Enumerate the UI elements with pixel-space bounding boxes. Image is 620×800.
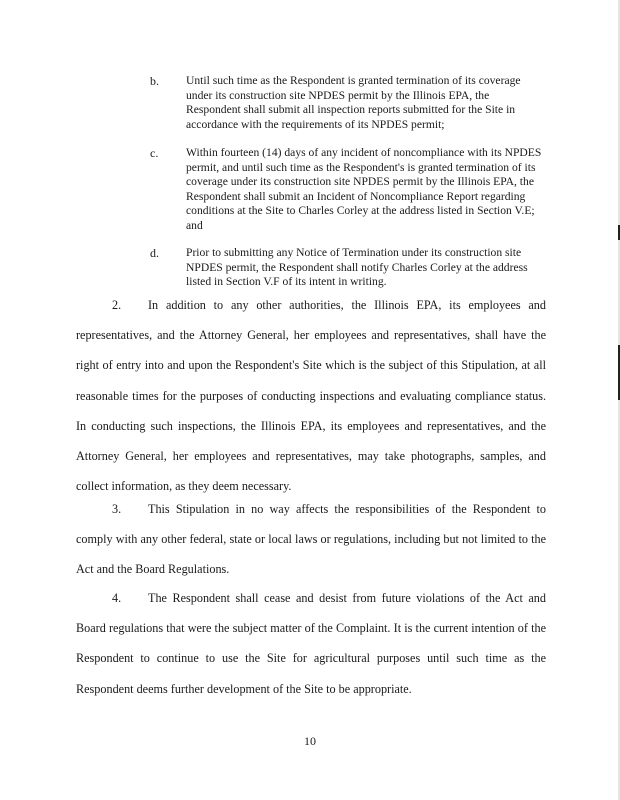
paragraph-text: The Respondent shall cease and desist from future violations of the Act and Board regulations that were the subject matter of the Complaint. It is the current intention of the Respondent to continue to use the Site for agricultural purposes until such time as the Respondent deems further development of the Site to be appropriate. — [76, 591, 546, 696]
sub-item-marker: c. — [150, 146, 159, 160]
paragraph-2 — [76, 290, 546, 501]
paragraph-number: 4. — [112, 591, 122, 605]
sub-item-text: Prior to submitting any Notice of Termination under its construction site NPDES permit, the Respondent shall notify Charles Corley at the address listed in Section V.F of its intent in writing. — [186, 246, 528, 289]
paragraph-number: 2. — [112, 298, 122, 312]
paragraph-4 — [76, 583, 546, 704]
sub-item-text: Within fourteen (14) days of any incident of noncompliance with its NPDES permit, and until such time as the Respondent's is granted termination of its coverage under its construction site NPDES permit by the Illinois EPA, the Respondent shall submit an Incident of Noncompliance Report regarding conditions at the Site to Charles Corley at the address listed in Section V.E; and — [186, 146, 542, 232]
sub-item-marker: b. — [150, 74, 159, 88]
sub-item-text: Until such time as the Respondent is granted termination of its coverage under its construction site NPDES permit by the Illinois EPA, the Respondent shall submit all inspection reports submitted for the Site in accordance with the requirements of its NPDES permit; — [186, 74, 521, 131]
paragraph-text: This Stipulation in no way affects the responsibilities of the Respondent to comply with any other federal, state or local laws or regulations, including but not limited to the Act and the Board Regulations. — [76, 502, 546, 577]
paragraph-number: 3. — [112, 502, 122, 516]
paragraph-text: In addition to any other authorities, the Illinois EPA, its employees and representatives, and the Attorney General, her employees and representatives, shall have the right of entry into and upon the Respondent's Site which is the subject of this Stipulation, at all reasonable times for the purposes of conducting inspections and evaluating compliance status. In conducting such inspections, the Illinois EPA, its employees and representatives, and the Attorney General, her employees and representatives, may take photographs, samples, and collect information, as they deem necessary. — [76, 298, 546, 494]
paragraph-3 — [76, 494, 546, 585]
page-number: 10 — [304, 734, 316, 748]
sub-item-marker: d. — [150, 246, 159, 260]
